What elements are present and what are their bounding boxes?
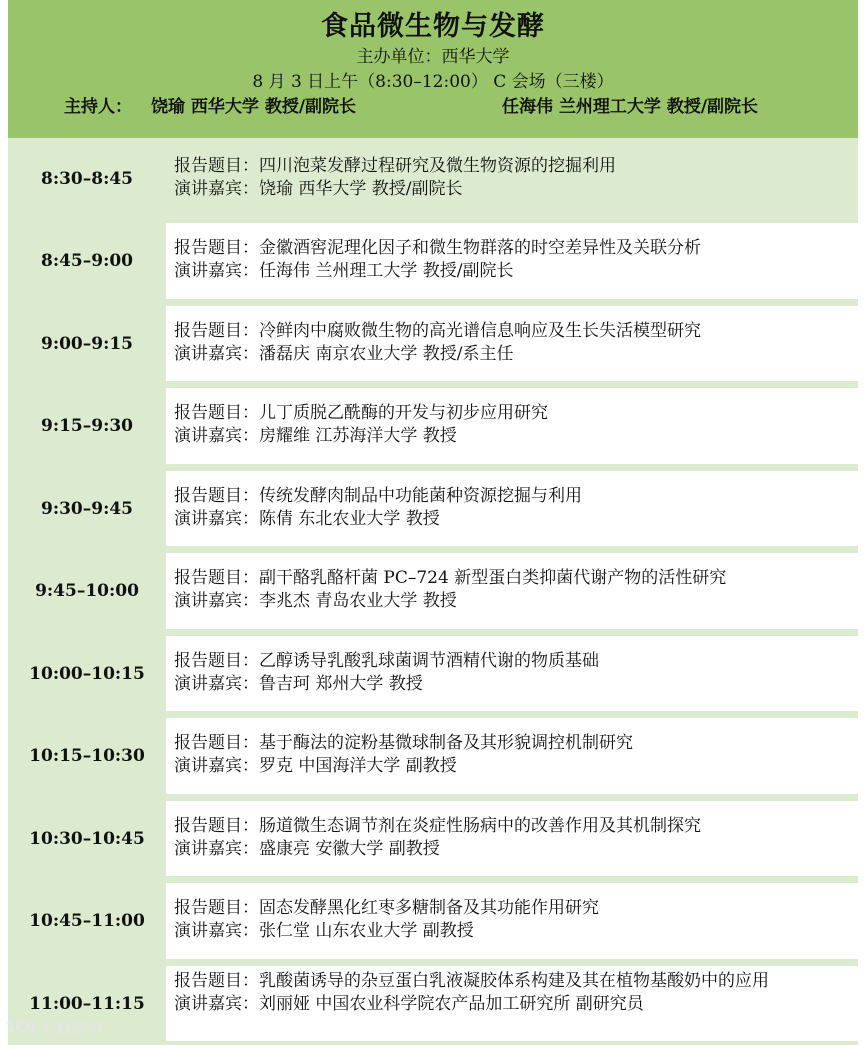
session-time: 8:45–9:00 <box>8 220 166 303</box>
topic-label: 报告题目： <box>174 816 259 836</box>
speaker-label: 演讲嘉宾： <box>174 344 259 364</box>
topic-label: 报告题目： <box>174 486 259 506</box>
host-label: 主持人： <box>64 92 132 117</box>
session-time: 11:00–11:15 <box>8 963 166 1045</box>
speaker-line <box>174 260 858 283</box>
speaker-label: 演讲嘉宾： <box>174 921 259 941</box>
topic-text: 金徽酒窖泥理化因子和微生物群落的时空差异性及关联分析 <box>259 238 701 258</box>
session-time: 10:45–11:00 <box>8 880 166 963</box>
topic-line <box>174 402 858 425</box>
topic-label: 报告题目： <box>174 403 259 423</box>
speaker-line <box>174 755 858 778</box>
session-row <box>8 550 858 633</box>
topic-label: 报告题目： <box>174 733 259 753</box>
speaker-text: 罗克 中国海洋大学 副教授 <box>259 756 457 776</box>
host-1: 饶瑜 西华大学 教授/副院长 <box>151 92 356 117</box>
speaker-line <box>174 993 858 1016</box>
agenda-header <box>8 0 858 138</box>
session-time: 9:00–9:15 <box>8 303 166 386</box>
speaker-line <box>174 343 858 366</box>
speaker-text: 刘丽娅 中国农业科学院农产品加工研究所 副研究员 <box>259 994 644 1014</box>
session-content <box>166 718 858 794</box>
session-content <box>166 636 858 712</box>
speaker-text: 李兆杰 青岛农业大学 教授 <box>259 591 457 611</box>
organizer-text: 主办单位：西华大学 <box>8 42 858 67</box>
topic-line <box>174 237 858 260</box>
session-content <box>166 141 858 216</box>
topic-line <box>174 732 858 755</box>
speaker-text: 陈倩 东北农业大学 教授 <box>259 509 440 529</box>
speaker-label: 演讲嘉宾： <box>174 756 259 776</box>
topic-label: 报告题目： <box>174 651 259 671</box>
topic-text: 固态发酵黑化红枣多糖制备及其功能作用研究 <box>259 898 599 918</box>
session-time: 9:30–9:45 <box>8 468 166 551</box>
topic-label: 报告题目： <box>174 321 259 341</box>
speaker-label: 演讲嘉宾： <box>174 674 259 694</box>
session-row <box>8 880 858 963</box>
speaker-line <box>174 590 858 613</box>
session-row <box>8 303 858 386</box>
session-table <box>8 138 858 1045</box>
topic-line <box>174 815 858 838</box>
session-content <box>166 306 858 382</box>
session-content <box>166 801 858 877</box>
topic-line <box>174 320 858 343</box>
session-time: 8:30–8:45 <box>8 138 166 220</box>
topic-line <box>174 970 858 993</box>
speaker-label: 演讲嘉宾： <box>174 261 259 281</box>
topic-text: 乳酸菌诱导的杂豆蛋白乳液凝胶体系构建及其在植物基酸奶中的应用 <box>259 971 769 991</box>
session-content <box>166 223 858 299</box>
speaker-label: 演讲嘉宾： <box>174 994 259 1014</box>
topic-label: 报告题目： <box>174 156 259 176</box>
speaker-text: 潘磊庆 南京农业大学 教授/系主任 <box>259 344 514 364</box>
topic-text: 副干酪乳酪杆菌 PC–724 新型蛋白类抑菌代谢产物的活性研究 <box>259 568 726 588</box>
speaker-text: 盛康亮 安徽大学 副教授 <box>259 839 440 859</box>
page-title: 食品微生物与发酵 <box>8 4 858 43</box>
topic-text: 肠道微生态调节剂在炎症性肠病中的改善作用及其机制探究 <box>259 816 701 836</box>
topic-label: 报告题目： <box>174 238 259 258</box>
topic-text: 乙醇诱导乳酸乳球菌调节酒精代谢的物质基础 <box>259 651 599 671</box>
speaker-line <box>174 673 858 696</box>
session-time: 9:15–9:30 <box>8 385 166 468</box>
speaker-text: 任海伟 兰州理工大学 教授/副院长 <box>259 261 514 281</box>
datetime-text: 8 月 3 日上午（8:30–12:00） C 会场（三楼） <box>8 67 858 92</box>
topic-label: 报告题目： <box>174 898 259 918</box>
speaker-label: 演讲嘉宾： <box>174 509 259 529</box>
topic-line <box>174 897 858 920</box>
session-time: 10:30–10:45 <box>8 798 166 881</box>
topic-text: 四川泡菜发酵过程研究及微生物资源的挖掘利用 <box>259 156 616 176</box>
topic-line <box>174 567 858 590</box>
speaker-text: 鲁吉珂 郑州大学 教授 <box>259 674 423 694</box>
session-content <box>166 966 858 1042</box>
watermark <box>6 1016 104 1039</box>
speaker-label: 演讲嘉宾： <box>174 179 259 199</box>
speaker-line <box>174 508 858 531</box>
speaker-line <box>174 425 858 448</box>
speaker-line <box>174 178 858 201</box>
topic-text: 儿丁质脱乙酰酶的开发与初步应用研究 <box>259 403 548 423</box>
speaker-line <box>174 920 858 943</box>
topic-line <box>174 650 858 673</box>
session-row <box>8 138 858 220</box>
topic-line <box>174 485 858 508</box>
session-row <box>8 633 858 716</box>
speaker-text: 房耀维 江苏海洋大学 教授 <box>259 426 457 446</box>
session-content <box>166 883 858 959</box>
session-row <box>8 798 858 881</box>
session-time: 10:15–10:30 <box>8 715 166 798</box>
speaker-line <box>174 838 858 861</box>
session-row <box>8 715 858 798</box>
session-row <box>8 963 858 1045</box>
session-content <box>166 553 858 629</box>
topic-label: 报告题目： <box>174 568 259 588</box>
topic-text: 基于酶法的淀粉基微球制备及其形貌调控机制研究 <box>259 733 633 753</box>
session-row <box>8 385 858 468</box>
session-time: 10:00–10:15 <box>8 633 166 716</box>
topic-line <box>174 155 858 178</box>
speaker-text: 张仁堂 山东农业大学 副教授 <box>259 921 474 941</box>
host-2: 任海伟 兰州理工大学 教授/副院长 <box>502 92 758 117</box>
topic-text: 冷鲜肉中腐败微生物的高光谱信息响应及生长失活模型研究 <box>259 321 701 341</box>
session-content <box>166 471 858 547</box>
session-time: 9:45–10:00 <box>8 550 166 633</box>
session-content <box>166 388 858 464</box>
speaker-label: 演讲嘉宾： <box>174 426 259 446</box>
watermark-text: 大数跨境 <box>40 1016 104 1039</box>
topic-label: 报告题目： <box>174 971 259 991</box>
watermark-logo: 1C0 <box>6 1020 36 1036</box>
topic-text: 传统发酵肉制品中功能菌种资源挖掘与利用 <box>259 486 582 506</box>
speaker-label: 演讲嘉宾： <box>174 839 259 859</box>
session-row <box>8 220 858 303</box>
speaker-text: 饶瑜 西华大学 教授/副院长 <box>259 179 463 199</box>
session-row <box>8 468 858 551</box>
speaker-label: 演讲嘉宾： <box>174 591 259 611</box>
